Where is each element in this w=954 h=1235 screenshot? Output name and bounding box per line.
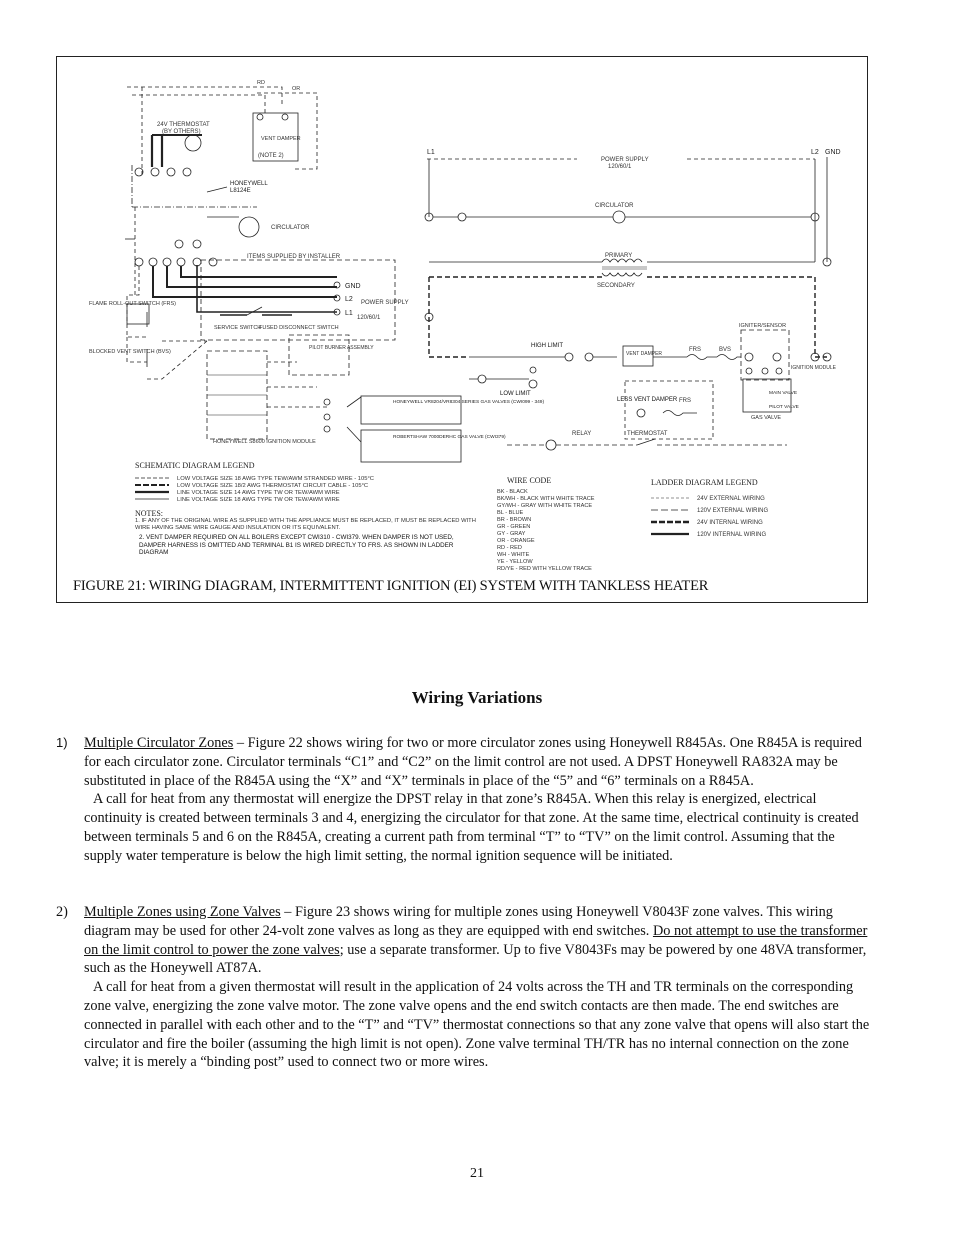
- svg-text:LOW LIMIT: LOW LIMIT: [500, 391, 531, 397]
- svg-text:120V INTERNAL WIRING: 120V INTERNAL WIRING: [697, 532, 767, 538]
- section-title: Wiring Variations: [411, 688, 543, 707]
- svg-text:PILOT VALVE: PILOT VALVE: [769, 405, 799, 410]
- svg-text:FRS: FRS: [679, 398, 691, 404]
- svg-text:YE - YELLOW: YE - YELLOW: [497, 559, 533, 565]
- svg-text:BL - BLUE: BL - BLUE: [497, 510, 524, 516]
- list-item: [56, 903, 870, 1072]
- svg-text:CIRCULATOR: CIRCULATOR: [595, 203, 634, 209]
- svg-text:RD: RD: [257, 80, 265, 86]
- list-item: [56, 734, 870, 866]
- svg-text:MAIN VALVE: MAIN VALVE: [769, 391, 798, 396]
- svg-text:GR - GREEN: GR - GREEN: [497, 524, 531, 530]
- wire-code: [497, 476, 595, 572]
- limit-terminal-row: [135, 168, 191, 176]
- svg-text:LESS VENT DAMPER: LESS VENT DAMPER: [617, 397, 678, 403]
- vent-damper-label: VENT DAMPER: [261, 136, 301, 142]
- svg-text:WIRE CODE: WIRE CODE: [507, 476, 552, 485]
- item-heading: Multiple Circulator Zones: [84, 735, 234, 751]
- svg-text:VENT DAMPER: VENT DAMPER: [626, 351, 663, 357]
- figure-caption: FIGURE 21: WIRING DIAGRAM, INTERMITTENT IGNITION (EI) SYSTEM WITH TANKLESS HEATER: [73, 578, 709, 594]
- item-text: – Figure 22 shows wiring for two or more circulator zones using Honeywell R845As. One R845A is required for each circulator zone. Circulator terminals “C1” and “C2” on the limit control are not used. A DPST Honeywell RA832A may be substituted in place of the R845A using the “X” and “X” terminals in place of the “5” and “6” terminals on a R845A.: [84, 735, 862, 789]
- svg-text:WH - WHITE: WH - WHITE: [497, 552, 530, 558]
- svg-text:FUSED DISCONNECT SWITCH: FUSED DISCONNECT SWITCH: [259, 325, 339, 331]
- svg-text:SCHEMATIC DIAGRAM LEGEND: SCHEMATIC DIAGRAM LEGEND: [135, 461, 255, 470]
- svg-text:GND: GND: [345, 283, 361, 290]
- svg-text:FRS: FRS: [689, 347, 701, 353]
- svg-text:L2: L2: [811, 149, 819, 156]
- item-paragraph-2: A call for heat from a given thermostat will result in the application of 24 volts across the TH and TR terminals on the corresponding zone valve, energizing the zone valve motor. The zone valve opens and the end switch contacts are then made. The end switches are connected in parallel with each other and to the “T” and “TV” thermostat connections so that any zone valve that opens will also start the circulator and fire the boiler (assuming the high limit is not open). Zone valve terminal TH/TR has no internal connection on the zone valve; it is merely a “binding post” used to connect two or more wires.: [84, 979, 870, 1071]
- items-supplied-label: ITEMS SUPPLIED BY INSTALLER: [247, 254, 341, 260]
- item-paragraph: [84, 734, 870, 790]
- svg-text:OR - ORANGE: OR - ORANGE: [497, 538, 535, 544]
- svg-text:BLOCKED VENT SWITCH (BVS): BLOCKED VENT SWITCH (BVS): [89, 349, 171, 355]
- item-number: 2): [56, 904, 68, 920]
- svg-text:HONEYWELL S8600 IGNITION MODUL: HONEYWELL S8600 IGNITION MODULE: [213, 439, 316, 445]
- l8124e-model: L8124E: [230, 188, 251, 194]
- item-number: 1): [56, 735, 68, 750]
- item-paragraph-2: A call for heat from any thermostat will energize the DPST relay in that zone’s R845A. When this relay is energized, electrical continuity is created between terminals 3 and 4, energizing the circulator for that zone. At the same time, electrical continuity is created between terminals 5 and 6 on the R845A, creating a current path from terminal “T” to “TV” on the limit control. Assuming that the supply water temperature is below the high limit setting, the normal ignition sequence will be initiated.: [84, 791, 859, 864]
- svg-text:PILOT BURNER ASSEMBLY: PILOT BURNER ASSEMBLY: [309, 345, 374, 351]
- notes: NOTES: 1. IF ANY OF THE ORIGINAL WIRE AS SUPPLIED WITH THE APPLIANCE MUST BE REPLACED, IT MUST BE REPLACED WITH WIRE HAVING SAME WIRE GAUGE AND INSULATION OR ITS EQUIVALENT. 2. VENT DAMPER REQUIRED ON ALL BOILERS EXCEPT CWI310 - CWI379. WHEN DAMPER IS NOT USED, DAMPER HARNESS IS OMITTED AND TERMINAL B1 IS WIRED DIRECTLY TO FRS. AS SHOWN IN LADDER DIAGRAM: [135, 509, 476, 557]
- svg-text:HIGH LIMIT: HIGH LIMIT: [531, 343, 564, 349]
- svg-text:RD/YE - RED WITH YELLOW TRACE: RD/YE - RED WITH YELLOW TRACE: [497, 566, 592, 572]
- svg-text:POWER SUPPLY: POWER SUPPLY: [361, 300, 409, 306]
- svg-text:SERVICE SWITCH: SERVICE SWITCH: [214, 325, 262, 331]
- circulator-label: CIRCULATOR: [271, 225, 310, 231]
- svg-text:GND: GND: [825, 149, 841, 156]
- svg-text:IGNITION MODULE: IGNITION MODULE: [791, 365, 837, 371]
- svg-text:FLAME ROLL-OUT SWITCH (FRS): FLAME ROLL-OUT SWITCH (FRS): [89, 301, 176, 307]
- svg-text:L1: L1: [427, 149, 435, 156]
- vent-damper-note: (NOTE 2): [258, 153, 284, 159]
- svg-text:GAS VALVE: GAS VALVE: [751, 415, 782, 421]
- schematic-diagram: [89, 80, 544, 462]
- svg-text:120/60/1: 120/60/1: [357, 315, 381, 321]
- svg-text:120/60/1: 120/60/1: [608, 164, 632, 170]
- svg-text:RELAY: RELAY: [572, 431, 592, 437]
- thermostat-label: 24V THERMOSTAT: [157, 122, 210, 128]
- item-text: – Figure 23 shows wiring for multiple zones using Honeywell V8043F zone valves. This wiring diagram may be used for other 24-volt zone valves as long as they are equipped with end switches.: [84, 904, 833, 939]
- svg-text:120V EXTERNAL WIRING: 120V EXTERNAL WIRING: [697, 508, 769, 514]
- svg-text:OR: OR: [292, 86, 301, 92]
- item-text-tail: ; use a separate transformer. Up to five V8043Fs may be powered by one 48VA transformer, such as the Honeywell AT87A.: [84, 941, 867, 977]
- svg-text:PRIMARY: PRIMARY: [605, 253, 633, 259]
- schematic-legend: [135, 461, 374, 503]
- item-warning: Do not attempt to use the transformer on the limit control to power the zone valves: [84, 922, 868, 958]
- ladder-legend: [651, 478, 768, 538]
- svg-text:BVS: BVS: [719, 347, 732, 353]
- svg-text:IGNITER/SENSOR: IGNITER/SENSOR: [739, 323, 787, 329]
- svg-text:LOW VOLTAGE SIZE 18 AWG TYPE T: LOW VOLTAGE SIZE 18 AWG TYPE TEW/AWM STRANDED WIRE - 105°C: [177, 476, 374, 482]
- svg-text:BK/WH - BLACK WITH WHITE TRACE: BK/WH - BLACK WITH WHITE TRACE: [497, 496, 595, 502]
- svg-text:LINE VOLTAGE SIZE 14 AWG TYPE: LINE VOLTAGE SIZE 14 AWG TYPE TW OR TEW/AWM WIRE: [177, 490, 340, 496]
- wiring-diagram-figure: [56, 56, 868, 603]
- svg-text:NOTES:: NOTES:: [135, 509, 163, 518]
- svg-text:L1: L1: [345, 310, 353, 317]
- svg-text:GY - GRAY: GY - GRAY: [497, 531, 526, 537]
- svg-text:LINE VOLTAGE SIZE 18 AWG TYPE: LINE VOLTAGE SIZE 18 AWG TYPE TW OR TEW/AWM WIRE: [177, 497, 340, 503]
- svg-text:24V EXTERNAL WIRING: 24V EXTERNAL WIRING: [697, 496, 765, 502]
- svg-text:LADDER DIAGRAM LEGEND: LADDER DIAGRAM LEGEND: [651, 478, 758, 487]
- svg-text:RD - RED: RD - RED: [497, 545, 522, 551]
- svg-text:HONEYWELL VR8204/VR8304 SERIES: HONEYWELL VR8204/VR8304 SERIES GAS VALVES (CWI099 - 349): [393, 400, 545, 405]
- svg-text:LOW VOLTAGE SIZE 18/2 AWG THER: LOW VOLTAGE SIZE 18/2 AWG THERMOSTAT CIRCUIT CABLE - 105°C: [177, 483, 369, 489]
- svg-text:L2: L2: [345, 296, 353, 303]
- svg-text:24V INTERNAL WIRING: 24V INTERNAL WIRING: [697, 520, 763, 526]
- svg-text:THERMOSTAT: THERMOSTAT: [627, 431, 668, 437]
- thermostat-sublabel: (BY OTHERS): [162, 129, 201, 135]
- svg-text:BR - BROWN: BR - BROWN: [497, 517, 532, 523]
- svg-text:GY/WH - GRAY WITH WHITE TRACE: GY/WH - GRAY WITH WHITE TRACE: [497, 503, 593, 509]
- svg-text:BK - BLACK: BK - BLACK: [497, 489, 528, 495]
- page-number: 21: [470, 1166, 484, 1181]
- wiring-diagram: [57, 57, 867, 602]
- svg-text:ROBERTSHAW 7000DERHC GAS VALVE: ROBERTSHAW 7000DERHC GAS VALVE (CWI379): [393, 435, 506, 440]
- l8124e-brand: HONEYWELL: [230, 181, 268, 187]
- svg-text:POWER SUPPLY: POWER SUPPLY: [601, 157, 649, 163]
- item-paragraph: [84, 903, 870, 978]
- item-heading: Multiple Zones using Zone Valves: [84, 904, 281, 920]
- svg-text:SECONDARY: SECONDARY: [597, 283, 635, 289]
